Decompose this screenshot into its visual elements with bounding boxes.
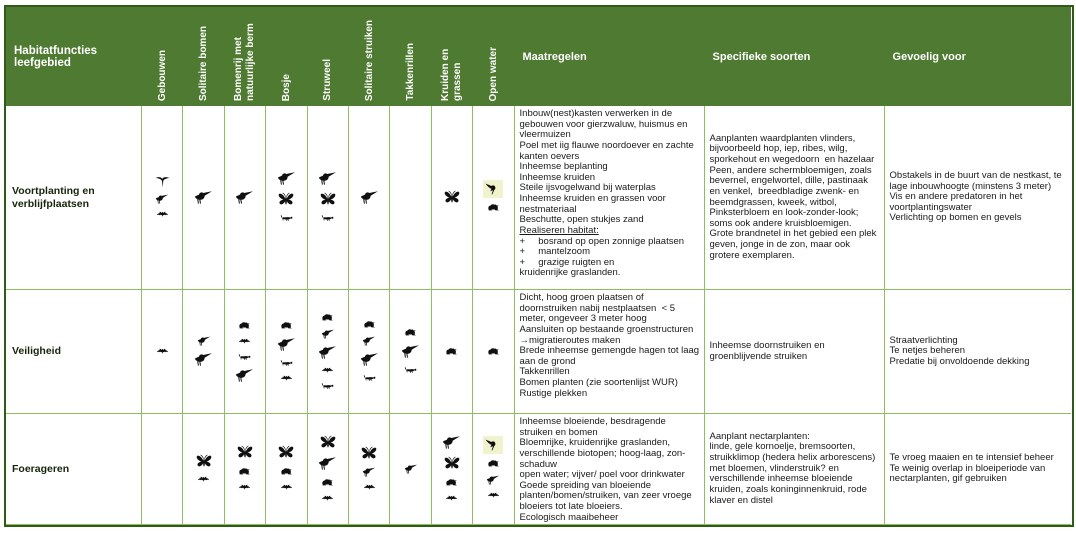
cell-paragraph: Te vroeg maaien en te intensief beheer — [889, 452, 1054, 464]
cell-paragraph: Te weinig overlap in bloeiperiode van nectarplanten, gif gebruiken — [889, 462, 1048, 485]
cell-paragraph: Inheemse bloeiende, besdragende struiken en bomen — [519, 416, 669, 438]
corner-header-label: Habitatfuncties leefgebied — [14, 44, 98, 69]
weasel-icon — [232, 351, 257, 364]
cell-paragraph: + grazige ruigten en — [519, 256, 615, 268]
bird-icon — [316, 170, 339, 188]
cell-paragraph: Inheemse beplanting — [519, 161, 608, 173]
gevoelig-voor-cell — [885, 414, 1071, 525]
sparrow-icon — [361, 466, 377, 479]
bird-icon — [233, 189, 256, 207]
column-header-solitaire-bomen: Solitaire bomen — [183, 7, 224, 106]
cell-paragraph: + bosrand op open zonnige plaatsen — [519, 235, 685, 247]
bat-icon — [358, 482, 381, 494]
icon-cell — [266, 106, 307, 290]
cell-paragraph: Beschutte, open stukjes zand — [519, 214, 644, 226]
icon-cell — [390, 290, 431, 414]
bird-icon — [192, 351, 215, 369]
icon-cell — [308, 414, 349, 525]
icon-cell — [183, 106, 224, 290]
maatregelen-cell — [515, 414, 705, 525]
kingfisher-icon — [483, 180, 503, 198]
cell-paragraph: Aanplant nectarplanten: — [709, 430, 810, 442]
bird-icon — [233, 367, 256, 385]
icon-cell — [432, 290, 473, 414]
column-header-specifieke-soorten: Specifieke soorten — [705, 7, 885, 106]
cell-paragraph: Predatie bij onvoldoende dekking — [889, 355, 1030, 367]
column-header-takkenrillen: Takkenrillen — [390, 7, 431, 106]
bat-icon — [316, 493, 339, 505]
icon-cell — [349, 106, 390, 290]
cell-paragraph: Brede inheemse gemengde hagen tot laag aan de grond — [519, 345, 702, 367]
kingfisher-icon — [483, 436, 503, 454]
cell-paragraph: Obstakels in de buurt van de nestkast, te lage inbouwhoogte (minstens 3 meter) — [889, 169, 1065, 192]
icon-cell — [183, 290, 224, 414]
weasel-icon — [274, 357, 299, 370]
frog-icon — [277, 465, 296, 479]
bird-icon — [316, 455, 339, 473]
specifieke-soorten-cell — [705, 414, 885, 525]
icon-cell — [225, 414, 266, 525]
specifieke-soorten-cell — [705, 290, 885, 414]
icon-cell — [225, 106, 266, 290]
gevoelig-voor-cell — [885, 290, 1071, 414]
sparrow-icon — [154, 193, 170, 206]
cell-paragraph: Verlichting op bomen en gevels — [889, 212, 1022, 224]
icon-cell — [183, 414, 224, 525]
habitat-functions-table — [4, 5, 1074, 527]
column-header-bomenrij: Bomenrij met natuurlijke berm — [225, 7, 266, 106]
column-header-bosje: Bosje — [266, 7, 307, 106]
column-header-struweel: Struweel — [308, 7, 349, 106]
icon-cell — [142, 414, 183, 525]
column-header-maatregelen: Maatregelen — [515, 7, 705, 106]
cell-paragraph: Inheemse kruiden en grassen voor nestmateriaal — [519, 193, 669, 215]
cell-paragraph: Inheemse doornstruiken en groenblijvende struiken — [709, 339, 828, 362]
weasel-icon — [315, 212, 340, 225]
icon-cell — [473, 106, 514, 290]
cell-paragraph: Rustige plekken — [519, 387, 588, 399]
sparrow-icon — [485, 474, 501, 487]
column-header-gevoelig-voor: Gevoelig voor — [885, 7, 1071, 106]
butterfly-icon — [442, 189, 462, 207]
row-label-foerageren: Foerageren — [6, 414, 142, 525]
icon-cell — [225, 290, 266, 414]
bird-icon — [440, 434, 463, 452]
weasel-icon — [357, 372, 382, 385]
frog-icon — [235, 465, 254, 479]
icon-cell — [390, 414, 431, 525]
sparrow-icon — [320, 328, 336, 341]
sparrow-icon — [361, 335, 377, 348]
cell-paragraph: Aanplanten waardplanten vlinders, bijvoorbeeld hop, iep, ribes, wilg, sporkehout en wegedoorn en hazelaar — [709, 132, 875, 165]
column-header-kruiden-en-grassen: Kruiden en grassen — [432, 7, 473, 106]
bat-icon — [275, 373, 298, 385]
butterfly-icon — [318, 191, 338, 209]
bat-icon — [275, 482, 298, 494]
icon-cell — [308, 106, 349, 290]
bat-icon — [482, 490, 505, 502]
frog-icon — [235, 319, 254, 333]
bird-icon — [316, 344, 339, 362]
weasel-icon — [274, 212, 299, 225]
column-header-open-water: Open water — [473, 7, 514, 106]
weasel-icon — [315, 380, 340, 393]
cell-paragraph: open water; vijver/ poel voor drinkwater — [519, 469, 685, 481]
cell-paragraph: Goede spreiding van bloeiende planten/bomen/struiken, van zeer vroege bloeiers tot late bloeiers. — [519, 479, 695, 512]
cell-paragraph: Steile ijsvogelwand bij waterplas — [519, 182, 656, 194]
corner-header — [6, 7, 142, 106]
frog-icon — [318, 476, 337, 490]
cell-paragraph: Straatverlichting — [889, 334, 958, 346]
cell-paragraph: Ecologisch maaibeheer — [519, 511, 619, 523]
butterfly-icon — [235, 444, 255, 462]
bird-icon — [399, 343, 422, 361]
cell-paragraph: Dicht, hoog groen plaatsen of doornstruiken nabij nestplaatsen < 5 meter, ongeveer 3 meter hoog — [519, 292, 678, 325]
frog-icon — [360, 318, 379, 332]
bird-icon — [275, 336, 298, 354]
frog-icon — [442, 345, 461, 359]
specifieke-soorten-cell — [705, 106, 885, 290]
frog-icon — [318, 311, 337, 325]
butterfly-icon — [442, 455, 462, 473]
cell-paragraph: Bomen planten (zie soortenlijst WUR) — [519, 377, 678, 388]
bat-icon — [316, 365, 339, 377]
cell-paragraph: Te netjes beheren — [889, 345, 966, 357]
butterfly-icon — [359, 445, 379, 463]
bat-icon — [151, 209, 174, 221]
icon-cell — [390, 106, 431, 290]
icon-cell — [432, 106, 473, 290]
row-label-voortplanting: Voortplanting en verblijfplaatsen — [6, 106, 142, 290]
weasel-icon — [398, 364, 423, 377]
butterfly-icon — [276, 444, 296, 462]
cell-paragraph: Realiseren habitat: — [519, 224, 599, 236]
bat-icon — [233, 482, 256, 494]
cell-paragraph: Bloemrijke, kruidenrijke graslanden, verschillende biotopen; hoog-laag, zon-schaduw — [519, 437, 686, 470]
icon-cell — [349, 414, 390, 525]
icon-cell — [473, 414, 514, 525]
icon-cell — [432, 414, 473, 525]
cell-paragraph: kruidenrijke graslanden. — [519, 267, 621, 279]
cell-paragraph: Inbouw(nest)kasten verwerken in de gebouwen voor gierzwaluw, huismus en vleermuizen — [519, 108, 691, 141]
cell-paragraph: Aansluiten op bestaande groenstructuren →migratieroutes maken — [519, 323, 696, 346]
bat-icon — [151, 346, 174, 358]
bird-icon — [358, 189, 381, 207]
butterfly-icon — [276, 191, 296, 209]
bird-icon — [358, 351, 381, 369]
gevoelig-voor-cell — [885, 106, 1071, 290]
frog-icon — [401, 326, 420, 340]
cell-paragraph: Inheemse kruiden — [519, 171, 596, 183]
cell-paragraph: Peen, andere schermbloemigen, zoals bevernel, engelwortel, dille, pastinaak en venkel, breedbladige zwenk- en beemdgrassen, kweek, witbol, Pinksterbloem en look-zonder-look; soms ook andere kruisbloemigen. — [709, 164, 875, 229]
bat-icon — [440, 493, 463, 505]
column-header-solitaire-struiken: Solitaire struiken — [349, 7, 390, 106]
cell-paragraph: linde, gele kornoelje, bremsoorten, struikklimop (hedera helix arborescens) met bloemen, vlinderstruik? en verschillende inheemse bloeiende kruiden, zoals koninginnenkruid, rode klaver en distel — [709, 441, 878, 506]
icon-cell — [473, 290, 514, 414]
icon-cell — [266, 414, 307, 525]
icon-cell — [142, 106, 183, 290]
bird-icon — [192, 189, 215, 207]
cell-paragraph: Poel met iig flauwe noordoever en zachte kanten oevers — [519, 139, 697, 162]
butterfly-icon — [194, 453, 214, 471]
icon-cell — [266, 290, 307, 414]
cell-paragraph: Takkenrillen — [519, 366, 570, 378]
icon-cell — [308, 290, 349, 414]
cell-paragraph: Vis en andere predatoren in het voortplantingswater — [889, 191, 1026, 213]
column-header-gebouwen: Gebouwen — [142, 7, 183, 106]
frog-icon — [484, 457, 503, 471]
frog-icon — [277, 319, 296, 333]
row-label-veiligheid: Veiligheid — [6, 290, 142, 414]
frog-icon — [442, 476, 461, 490]
sparrow-icon — [196, 335, 212, 348]
swift-icon — [153, 174, 172, 190]
bird-icon — [275, 170, 298, 188]
frog-icon — [484, 201, 503, 215]
icon-cell — [349, 290, 390, 414]
cell-paragraph: Grote brandnetel in het gebied een plek geven, jonge in de zon, maar ook grotere exemplaren. — [709, 228, 880, 261]
butterfly-icon — [318, 434, 338, 452]
maatregelen-cell — [515, 106, 705, 290]
sparrow-icon — [403, 463, 419, 476]
frog-icon — [484, 345, 503, 359]
cell-paragraph: + mantelzoom — [519, 246, 591, 258]
icon-cell — [142, 290, 183, 414]
bat-icon — [233, 336, 256, 348]
maatregelen-cell — [515, 290, 705, 414]
bat-icon — [192, 474, 215, 486]
